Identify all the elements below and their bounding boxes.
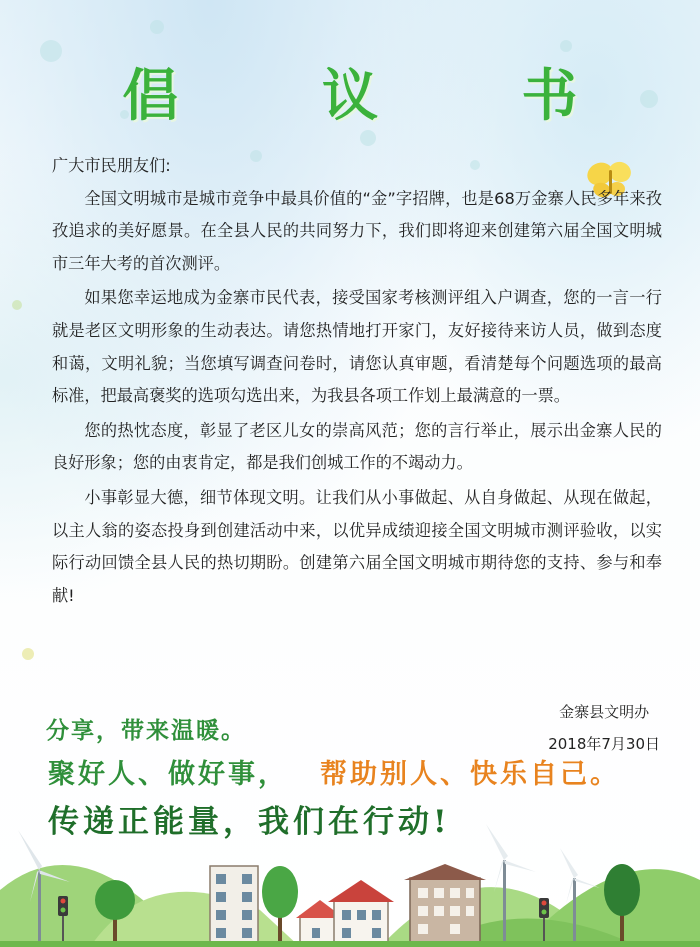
letter-paragraph: 全国文明城市是城市竞争中最具价值的“金”字招牌，也是68万金寨人民多年来孜孜追求的美好愿景。在全县人民的共同努力下，我们即将迎来创建第六届全国文明城市三年大考的首次测评。 — [52, 188, 662, 273]
signature-org: 金寨县文明办 — [559, 703, 650, 721]
letter-paragraph: 如果您幸运地成为金寨市民代表，接受国家考核测评组入户调查，您的一言一行就是老区文明形象的生动表达。请您热情地打开家门，友好接待来访人员，做到态度和蔼，文明礼貌；当您填写调查问卷时，请您认真审题，看清楚每个问题选项的最高标准，把最高褒奖的选项勾选出来，为我县各项工作划上最满意的一票。 — [52, 288, 662, 406]
slogan-line-2-part-2: 帮助别人、快乐自己。 — [320, 759, 620, 790]
bokeh-dot — [12, 300, 22, 310]
slogan-line-2-part-1: 聚好人、做好事， — [48, 759, 288, 790]
city-scenery-illustration — [0, 820, 700, 947]
building-icon — [210, 866, 258, 947]
signature-block — [548, 696, 660, 760]
page-title: 倡 议 书 — [122, 64, 640, 129]
salutation: 广大市民朋友们: — [52, 156, 171, 175]
signature-date: 2018年7月30日 — [548, 735, 660, 753]
bokeh-dot — [560, 40, 572, 52]
letter-body — [52, 150, 662, 614]
slogan-line-1: 分享，带来温暖。 — [46, 717, 246, 744]
slogan-line-3: 传递正能量，我们在行动! — [48, 804, 451, 840]
house-icon — [328, 880, 394, 947]
bokeh-dot — [22, 648, 34, 660]
building-icon — [404, 864, 486, 947]
letter-paragraph: 小事彰显大德，细节体现文明。让我们从小事做起、从自身做起、从现在做起，以主人翁的姿态投身到创建活动中来，以优异成绩迎接全国文明城市测评验收，以实际行动回馈全县人民的热切期盼。创建第六届全国文明城市期待您的支持、参与和奉献! — [52, 487, 662, 605]
letter-paragraph: 您的热忱态度，彰显了老区儿女的崇高风范；您的言行举止，展示出金寨人民的良好形象；您的由衷肯定，都是我们创城工作的不竭动力。 — [52, 420, 662, 473]
bokeh-dot — [150, 20, 164, 34]
bokeh-dot — [360, 130, 376, 146]
